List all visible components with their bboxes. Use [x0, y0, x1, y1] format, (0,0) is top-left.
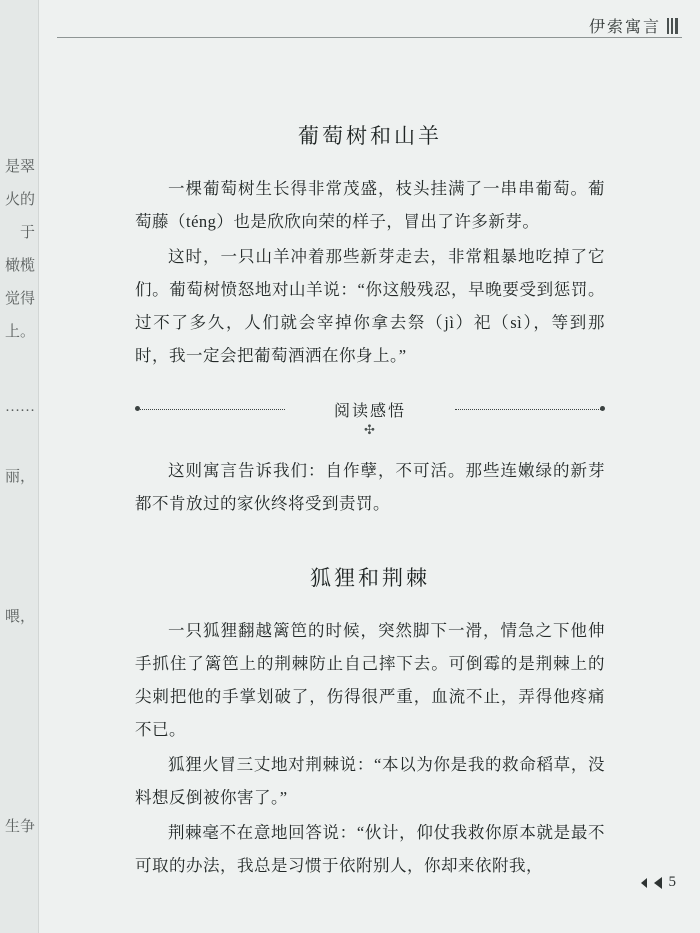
sliver-text-line: 觉得: [4, 291, 35, 307]
insight-text: 这则寓言告诉我们：自作孽，不可活。那些连嫩绿的新芽都不肯放过的家伙终将受到责罚。: [135, 461, 605, 513]
book-mark-icon: [667, 18, 678, 34]
sliver-text-line: 喂，: [4, 609, 35, 625]
triangle-icon: [641, 878, 647, 888]
sliver-text-line: 是翠: [4, 159, 35, 175]
page-content: [135, 120, 605, 884]
story-title-1: 葡萄树和山羊: [298, 124, 442, 148]
sliver-text-line: 上。: [4, 324, 35, 340]
book-title: 伊索寓言: [588, 19, 661, 36]
triangle-icon: [654, 877, 662, 889]
ornament-icon: ✣: [364, 422, 376, 437]
sliver-text-line: 生争: [4, 819, 35, 835]
page-header: [589, 14, 678, 37]
insight-label: 阅读感悟: [333, 403, 406, 420]
sliver-text-line: 火的: [4, 192, 35, 208]
story-paragraph: 狐狸火冒三丈地对荆棘说：“本以为你是我的救命稻草，没料想反倒被你害了。”: [135, 755, 605, 807]
sliver-text-line: ……: [5, 399, 35, 415]
book-page: [39, 0, 700, 933]
facing-page-sliver: [0, 0, 39, 933]
story-paragraph: 荆棘毫不在意地回答说：“伙计，仰仗我救你原本就是最不可取的办法，我总是习惯于依附别人，你却来依附我，: [135, 823, 605, 875]
story-paragraph: 一棵葡萄树生长得非常茂盛，枝头挂满了一串串葡萄。葡萄藤（téng）也是欣欣向荣的样子，冒出了许多新芽。: [135, 179, 605, 231]
page-number: 5: [668, 874, 676, 890]
header-divider: [57, 37, 682, 38]
page-footer: [641, 874, 677, 891]
sliver-text-line: 丽，: [4, 469, 35, 485]
story-title-2: 狐狸和荆棘: [310, 566, 430, 590]
sliver-text-line: 于: [19, 225, 35, 241]
story-paragraph: 这时，一只山羊冲着那些新芽走去，非常粗暴地吃掉了它们。葡萄树愤怒地对山羊说：“你这般残忍，早晚要受到惩罚。过不了多久，人们就会宰掉你拿去祭（jì）祀（sì），等到那时，我一定会把葡萄酒洒在你身上。”: [135, 247, 605, 365]
sliver-text-line: 橄榄: [4, 258, 35, 274]
story-paragraph: 一只狐狸翻越篱笆的时候，突然脚下一滑，情急之下他伸手抓住了篱笆上的荆棘防止自己摔下去。可倒霉的是荆棘上的尖刺把他的手掌划破了，伤得很严重，血流不止，弄得他疼痛不已。: [135, 621, 605, 739]
insight-divider: [135, 398, 605, 444]
